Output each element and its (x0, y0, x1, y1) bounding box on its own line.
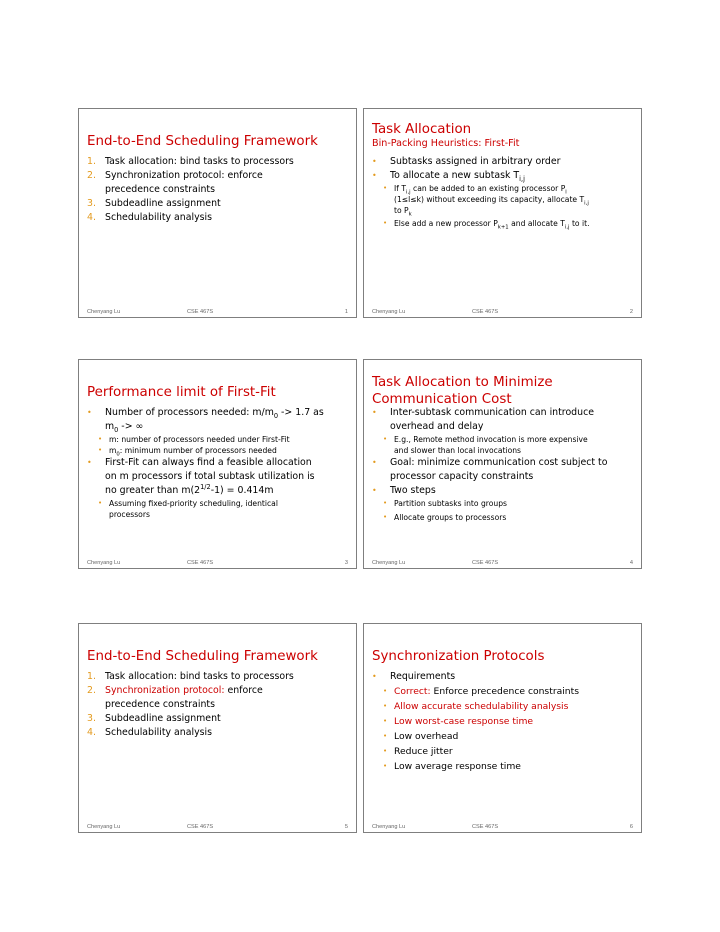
slide-body (87, 670, 350, 740)
list-item: • To allocate a new subtask $T_{i,j}$ (372, 170, 525, 183)
list-item: 4. Schedulability analysis (87, 212, 212, 223)
slide-body (372, 406, 635, 523)
bullet-icon: • (383, 702, 388, 710)
list-item: • Subtasks assigned in arbitrary order (372, 156, 561, 167)
slide-title: Synchronization Protocols (372, 649, 545, 664)
bullet-icon: • (383, 513, 388, 521)
slide-subtitle: Bin-Packing Heuristics: First-Fit (372, 138, 520, 149)
bullet-icon: • (98, 435, 103, 443)
list-item: 2. Synchronization protocol: enforce precedence constraints (87, 685, 263, 710)
list-item: 4. Schedulability analysis (87, 727, 212, 738)
slide-body (87, 155, 350, 225)
bullet-icon: • (383, 219, 388, 227)
bullet-icon: • (98, 446, 103, 454)
sub-item: • Partition subtasks into groups (383, 499, 507, 508)
slide-title: Task Allocation to Minimize Communication Cost (372, 375, 553, 407)
slide-title: End-to-End Scheduling Framework (87, 649, 318, 664)
sub-item: • If $T_{i,j}$ can be added to an existing processor $P_l$ (1≤l≤k) without exceeding its capacity, allocate $T_{i,j}$ to $P_k$ (383, 184, 589, 218)
bullet-icon: • (383, 762, 388, 770)
sub-item: • Assuming fixed-priority scheduling, identical processors (98, 499, 278, 519)
sub-item: • Correct: Enforce precedence constraints (383, 686, 579, 697)
bullet-icon: • (383, 732, 388, 740)
page-number: 5 (344, 824, 348, 830)
bullet-icon: • (87, 408, 92, 417)
slide-title: End-to-End Scheduling Framework (87, 134, 318, 149)
sub-item: • Else add a new processor $P_{k+1}$ and allocate $T_{i,j}$ to it. (383, 219, 590, 231)
page-number: 4 (629, 560, 633, 566)
slide-body (87, 406, 350, 520)
bullet-icon: • (98, 499, 103, 507)
slide-title: Performance limit of First-Fit (87, 385, 276, 400)
sub-item: • $m_0$: minimum number of processors needed (98, 446, 277, 458)
page-number: 2 (629, 309, 633, 315)
list-item: 1. Task allocation: bind tasks to processors (87, 671, 294, 682)
bullet-icon: • (372, 408, 377, 417)
sub-item: • Reduce jitter (383, 746, 453, 757)
sub-item: • Allow accurate schedulability analysis (383, 701, 569, 712)
list-item: 3. Subdeadline assignment (87, 198, 221, 209)
bullet-icon: • (383, 687, 388, 695)
list-item: • Requirements (372, 671, 456, 682)
bullet-icon: • (372, 486, 377, 495)
list-item: precedence constraints (105, 184, 215, 195)
list-item: • Inter-subtask communication can introduce overhead and delay (372, 407, 595, 432)
list-item: 2. Synchronization protocol: enforce (87, 170, 263, 181)
bullet-icon: • (383, 435, 388, 443)
bullet-icon: • (383, 747, 388, 755)
sub-item: • Low overhead (383, 731, 459, 742)
slide-1: End-to-End Scheduling Framework 1. Task allocation: bind tasks to processors 2. Synchronization protocol: enforce precedence constraints 3. Subdeadline assignment 4. Schedulability analysis Chenyang Lu CSE 467S 1 (78, 108, 357, 318)
slide-body (372, 670, 635, 774)
bullet-icon: • (372, 458, 377, 467)
bullet-icon: • (383, 717, 388, 725)
sub-item: • Allocate groups to processors (383, 513, 507, 522)
bullet-icon: • (87, 458, 92, 467)
slide-5: End-to-End Scheduling Framework 1. Task allocation: bind tasks to processors 2. Synchronization protocol: enforce precedence constraints 3. Subdeadline assignment 4. Schedulability analysis Chenyang Lu CSE 467S 5 (78, 623, 357, 833)
list-item: • Number of processors needed: $m/m_0 -> 1.7$ as $m_0$ -> ∞ (87, 407, 324, 434)
bullet-icon: • (383, 499, 388, 507)
page-number: 6 (629, 824, 633, 830)
bullet-icon: • (372, 157, 377, 166)
slide-6: Synchronization Protocols • Requirements • Correct: Enforce precedence constraints • Allow accurate schedulability analysis • Low worst-case response time • Low overhead • Reduce jitter • Low average response time Chenyang Lu CSE 467S 6 (363, 623, 642, 833)
list-item: • Goal: minimize communication cost subject to processor capacity constraints (372, 457, 608, 482)
slide-3: Performance limit of First-Fit • Number of processors needed: $m/m_0 -> 1.7$ as $m_0$ -> ∞ • m: number of processors needed under First-Fit • $m_0$: minimum number of processors needed • First-Fit can always find a feasible allocation on m processors if total subtask utilization is no greater than $m(2^{1/2}-1) = 0.414m$ • Assuming fixed-priority scheduling, identical processors Chenyang Lu CSE 467S 3 (78, 359, 357, 569)
bullet-icon: • (383, 184, 388, 192)
slide-title: Task Allocation (372, 122, 472, 137)
list-item: • Two steps (372, 485, 436, 496)
page-number: 3 (344, 560, 348, 566)
bullet-icon: • (372, 672, 377, 681)
slide-body (372, 155, 635, 229)
sub-item: • E.g., Remote method invocation is more expensive and slower than local invocations (383, 435, 588, 455)
list-item: • First-Fit can always find a feasible allocation on m processors if total subtask utilization is no greater than $m(2^{1/2}-1) = 0.414m$ (87, 457, 315, 496)
list-item: 1. Task allocation: bind tasks to processors (87, 156, 294, 167)
slide-4: Task Allocation to Minimize Communication Cost • Inter-subtask communication can introduce overhead and delay • E.g., Remote method invocation is more expensive and slower than local invocations • Goal: minimize communication cost subject to processor capacity constraints • Two steps • Partition subtasks into groups • Allocate groups to processors Chenyang Lu CSE 467S 4 (363, 359, 642, 569)
page-number: 1 (344, 309, 348, 315)
sub-item: • Low average response time (383, 761, 521, 772)
list-item: 3. Subdeadline assignment (87, 713, 221, 724)
sub-item: • m: number of processors needed under First-Fit (98, 435, 290, 444)
slide-2: Task Allocation Bin-Packing Heuristics: First-Fit • Subtasks assigned in arbitrary order • To allocate a new subtask $T_{i,j}$ • If $T_{i,j}$ can be added to an existing processor $P_l$ (1≤l≤k) without exceeding its capacity, allocate $T_{i,j}$ to $P_k$ • Else add a new processor $P_{k+1}$ and allocate $T_{i,j}$ to it. Chenyang Lu CSE 467S 2 (363, 108, 642, 318)
sub-item: • Low worst-case response time (383, 716, 534, 727)
bullet-icon: • (372, 171, 377, 180)
